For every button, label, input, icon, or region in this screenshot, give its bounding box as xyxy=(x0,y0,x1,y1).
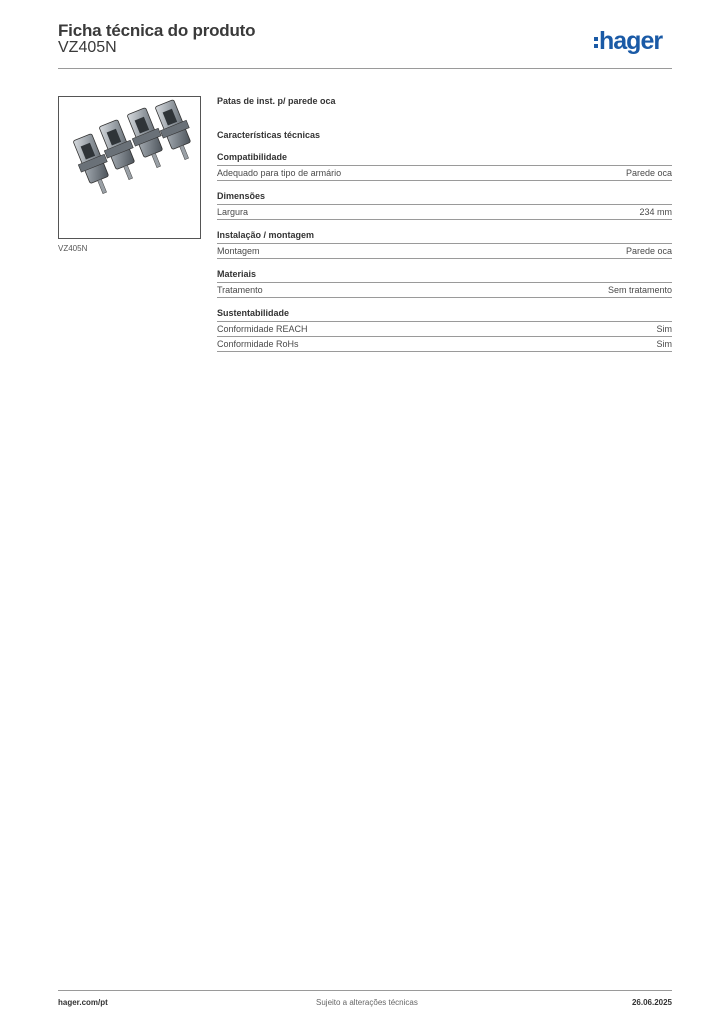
mounting-clamps-image xyxy=(59,97,200,238)
group-title: Instalação / montagem xyxy=(217,230,672,244)
group-instalacao xyxy=(217,230,672,259)
spec-row xyxy=(217,244,672,259)
spec-row xyxy=(217,205,672,220)
spec-value: 234 mm xyxy=(639,206,672,217)
spec-label: Conformidade RoHs xyxy=(217,338,299,349)
logo-text: hager xyxy=(599,26,663,55)
group-sustentabilidade xyxy=(217,308,672,352)
footer-date: 26.06.2025 xyxy=(631,998,672,1007)
image-caption: VZ405N xyxy=(58,244,88,253)
header-divider xyxy=(58,68,672,69)
section-title: Características técnicas xyxy=(217,130,321,140)
spec-row xyxy=(217,337,672,352)
footer-website: hager.com/pt xyxy=(58,998,108,1007)
spec-value: Parede oca xyxy=(625,245,672,256)
group-materiais xyxy=(217,269,672,298)
spec-label: Conformidade REACH xyxy=(217,323,308,334)
product-name: Patas de inst. p/ parede oca xyxy=(217,96,336,106)
product-image xyxy=(58,96,201,239)
group-compatibilidade xyxy=(217,152,672,181)
product-code: VZ405N xyxy=(58,39,117,56)
spec-row xyxy=(217,322,672,337)
spec-table xyxy=(217,96,672,352)
spec-label: Adequado para tipo de armário xyxy=(217,167,342,178)
group-title: Dimensões xyxy=(217,191,672,205)
group-title: Materiais xyxy=(217,269,672,283)
footer-notice: Sujeito a alterações técnicas xyxy=(316,998,418,1007)
spec-row xyxy=(217,166,672,181)
spec-row xyxy=(217,283,672,298)
spec-value: Sem tratamento xyxy=(607,284,672,295)
group-dimensoes xyxy=(217,191,672,220)
spec-value: Parede oca xyxy=(625,167,672,178)
footer-divider xyxy=(58,990,672,991)
logo-dots-icon xyxy=(594,37,598,48)
spec-value: Sim xyxy=(656,323,672,334)
spec-label: Tratamento xyxy=(217,284,263,295)
hager-logo xyxy=(594,26,662,56)
spec-label: Largura xyxy=(217,206,249,217)
spec-value: Sim xyxy=(656,338,672,349)
page-title: Ficha técnica do produto xyxy=(58,21,256,40)
group-title: Sustentabilidade xyxy=(217,308,672,322)
group-title: Compatibilidade xyxy=(217,152,672,166)
spec-label: Montagem xyxy=(217,245,260,256)
